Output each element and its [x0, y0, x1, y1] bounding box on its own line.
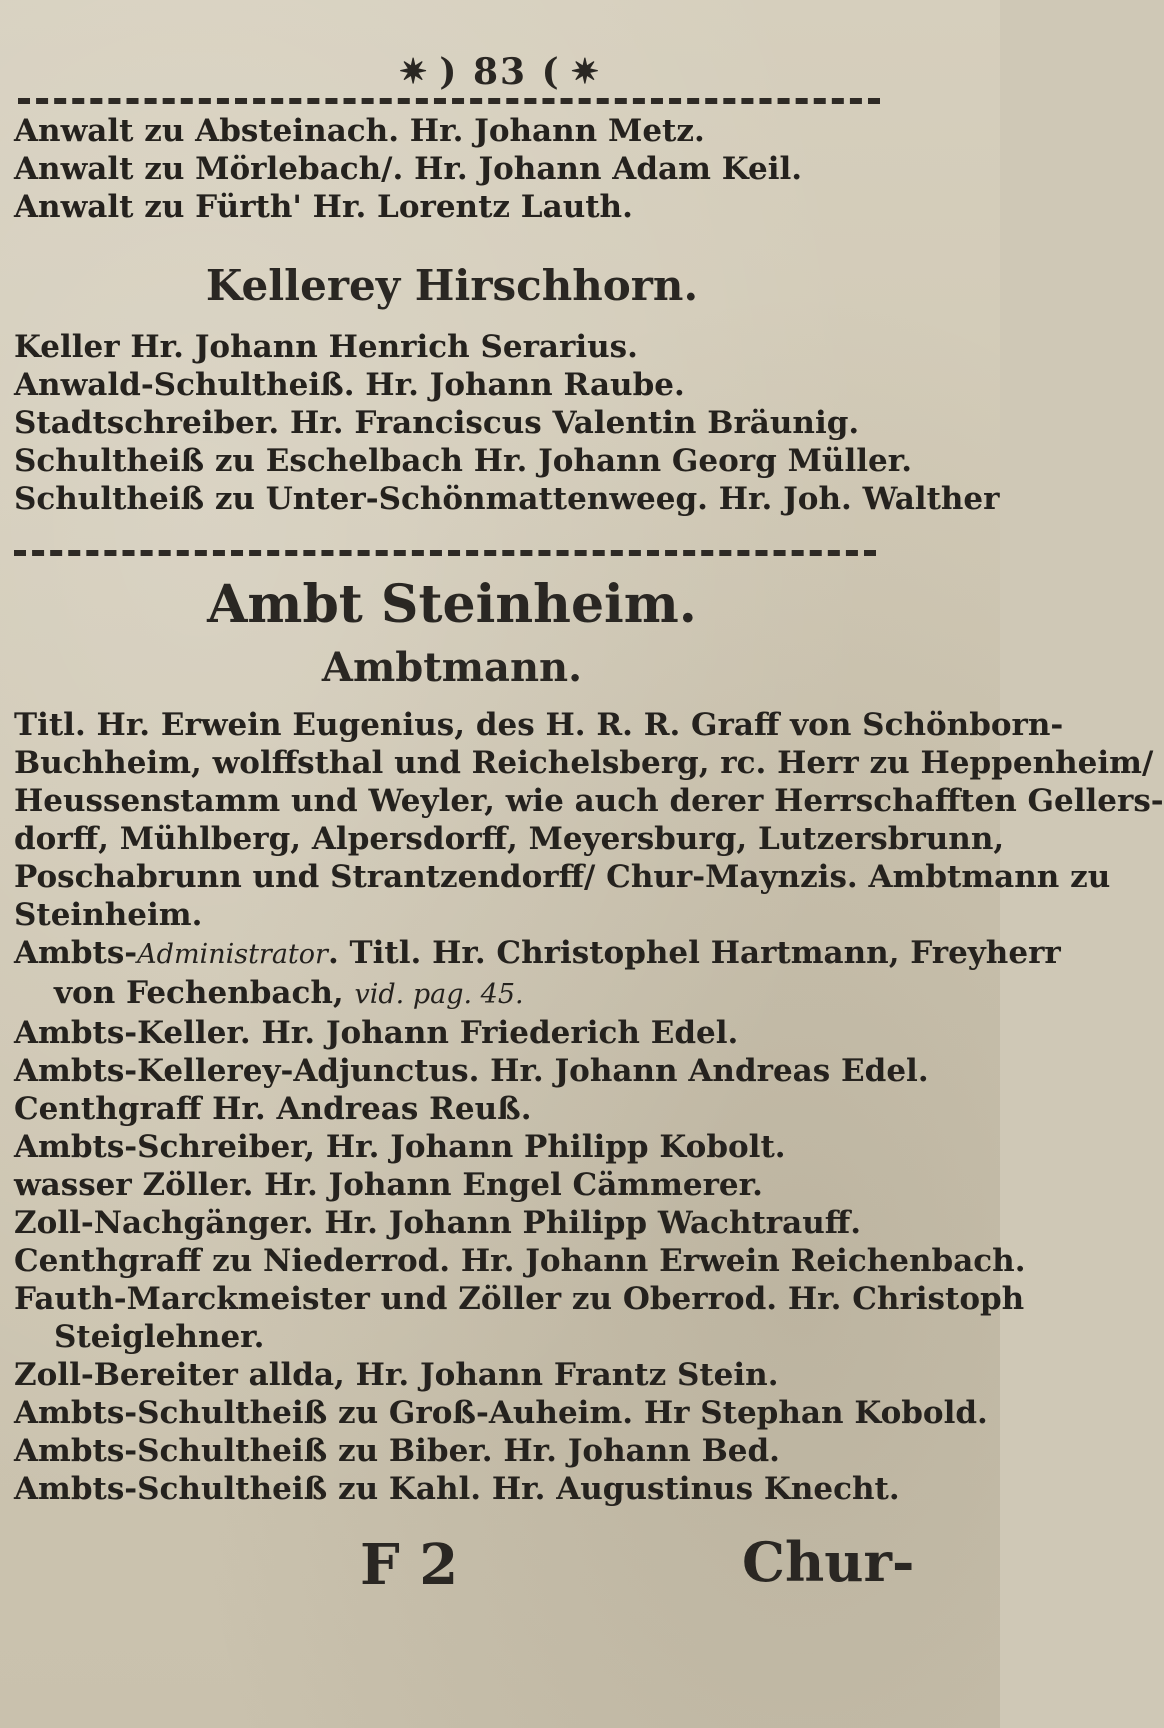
- text-line: Anwalt zu Absteinach. Hr. Johann Metz.: [14, 113, 705, 149]
- text-line: Stadtschreiber. Hr. Franciscus Valentin Bräunig.: [14, 405, 860, 441]
- signature-mark: F 2: [360, 1532, 459, 1598]
- text-line: Schultheiß zu Eschelbach Hr. Johann Georg Müller.: [14, 443, 913, 479]
- text-line: Ambts-Kellerey-Adjunctus. Hr. Johann Andreas Edel.: [14, 1053, 929, 1089]
- text-fragment: . Titl. Hr. Christophel Hartmann, Freyherr: [327, 935, 1061, 971]
- text-line: Anwalt zu Mörlebach/. Hr. Johann Adam Keil.: [14, 151, 803, 187]
- text-line: Zoll-Nachgänger. Hr. Johann Philipp Wachtrauff.: [14, 1205, 861, 1241]
- text-line: wasser Zöller. Hr. Johann Engel Cämmerer.: [14, 1167, 763, 1203]
- text-fragment: Ambts-: [14, 935, 138, 971]
- star-ornament-icon: ✷: [398, 52, 430, 92]
- text-line: [14, 974, 890, 1014]
- text-line: Buchheim, wolffsthal und Reichelsberg, rc. Herr zu Heppenheim/: [14, 745, 1154, 781]
- ambt-section: [14, 570, 1164, 1508]
- text-fragment: von Fechenbach,: [54, 975, 344, 1011]
- section-heading: Ambt Steinheim.: [207, 574, 697, 635]
- administrator-entry: [14, 934, 1061, 1014]
- text-line: dorff, Mühlberg, Alpersdorff, Meyersburg, Lutzersbrunn,: [14, 821, 1005, 857]
- star-ornament-icon: ✷: [570, 52, 602, 92]
- text-line: Centhgraff zu Niederrod. Hr. Johann Erwein Reichenbach.: [14, 1243, 1026, 1279]
- text-line: Ambts-Schultheiß zu Biber. Hr. Johann Bed.: [14, 1433, 780, 1469]
- text-line: Ambts-Keller. Hr. Johann Friederich Edel.: [14, 1015, 739, 1051]
- kellerey-section: [14, 256, 1000, 518]
- page-number: ) 83 (: [439, 51, 561, 93]
- text-line: Zoll-Bereiter allda, Hr. Johann Frantz Stein.: [14, 1357, 779, 1393]
- top-divider: [18, 98, 880, 104]
- text-line: Anwalt zu Fürth' Hr. Lorentz Lauth.: [14, 189, 633, 225]
- text-line: Heussenstamm und Weyler, wie auch derer Herrschafften Gellers-: [14, 783, 1164, 819]
- officials-list: [14, 1014, 1026, 1508]
- section-subheading: Ambtmann.: [321, 644, 583, 691]
- page-header: [0, 42, 1000, 102]
- text-line: Steinheim.: [14, 897, 203, 933]
- text-line: Poschabrunn und Strantzendorff/ Chur-Maynzis. Ambtmann zu: [14, 859, 1111, 895]
- text-line: Keller Hr. Johann Henrich Serarius.: [14, 329, 638, 365]
- section-heading: Kellerey Hirschhorn.: [205, 261, 699, 310]
- text-line: Ambts-Schreiber, Hr. Johann Philipp Kobolt.: [14, 1129, 786, 1165]
- italic-fragment: vid. pag. 45.: [354, 979, 524, 1010]
- text-line: Anwald-Schultheiß. Hr. Johann Raube.: [14, 367, 685, 403]
- text-line: Steiglehner.: [54, 1319, 265, 1355]
- section-divider: [14, 550, 876, 556]
- text-line: Ambts-Schultheiß zu Groß-Auheim. Hr Stephan Kobold.: [14, 1395, 988, 1431]
- text-line: Titl. Hr. Erwein Eugenius, des H. R. R. Graff von Schönborn-: [14, 707, 1064, 743]
- text-line: Schultheiß zu Unter-Schönmattenweeg. Hr. Joh. Walther: [14, 481, 1000, 517]
- italic-fragment: Administrator: [137, 939, 328, 970]
- text-line: Ambts-Schultheiß zu Kahl. Hr. Augustinus Knecht.: [14, 1471, 900, 1507]
- text-line: Centhgraff Hr. Andreas Reuß.: [14, 1091, 532, 1127]
- catchword: Chur-: [742, 1530, 915, 1594]
- titel-paragraph: [14, 706, 1164, 934]
- anwalt-section: [14, 112, 890, 226]
- text-line: [14, 934, 1061, 974]
- text-line: Fauth-Marckmeister und Zöller zu Oberrod. Hr. Christoph: [14, 1281, 1025, 1317]
